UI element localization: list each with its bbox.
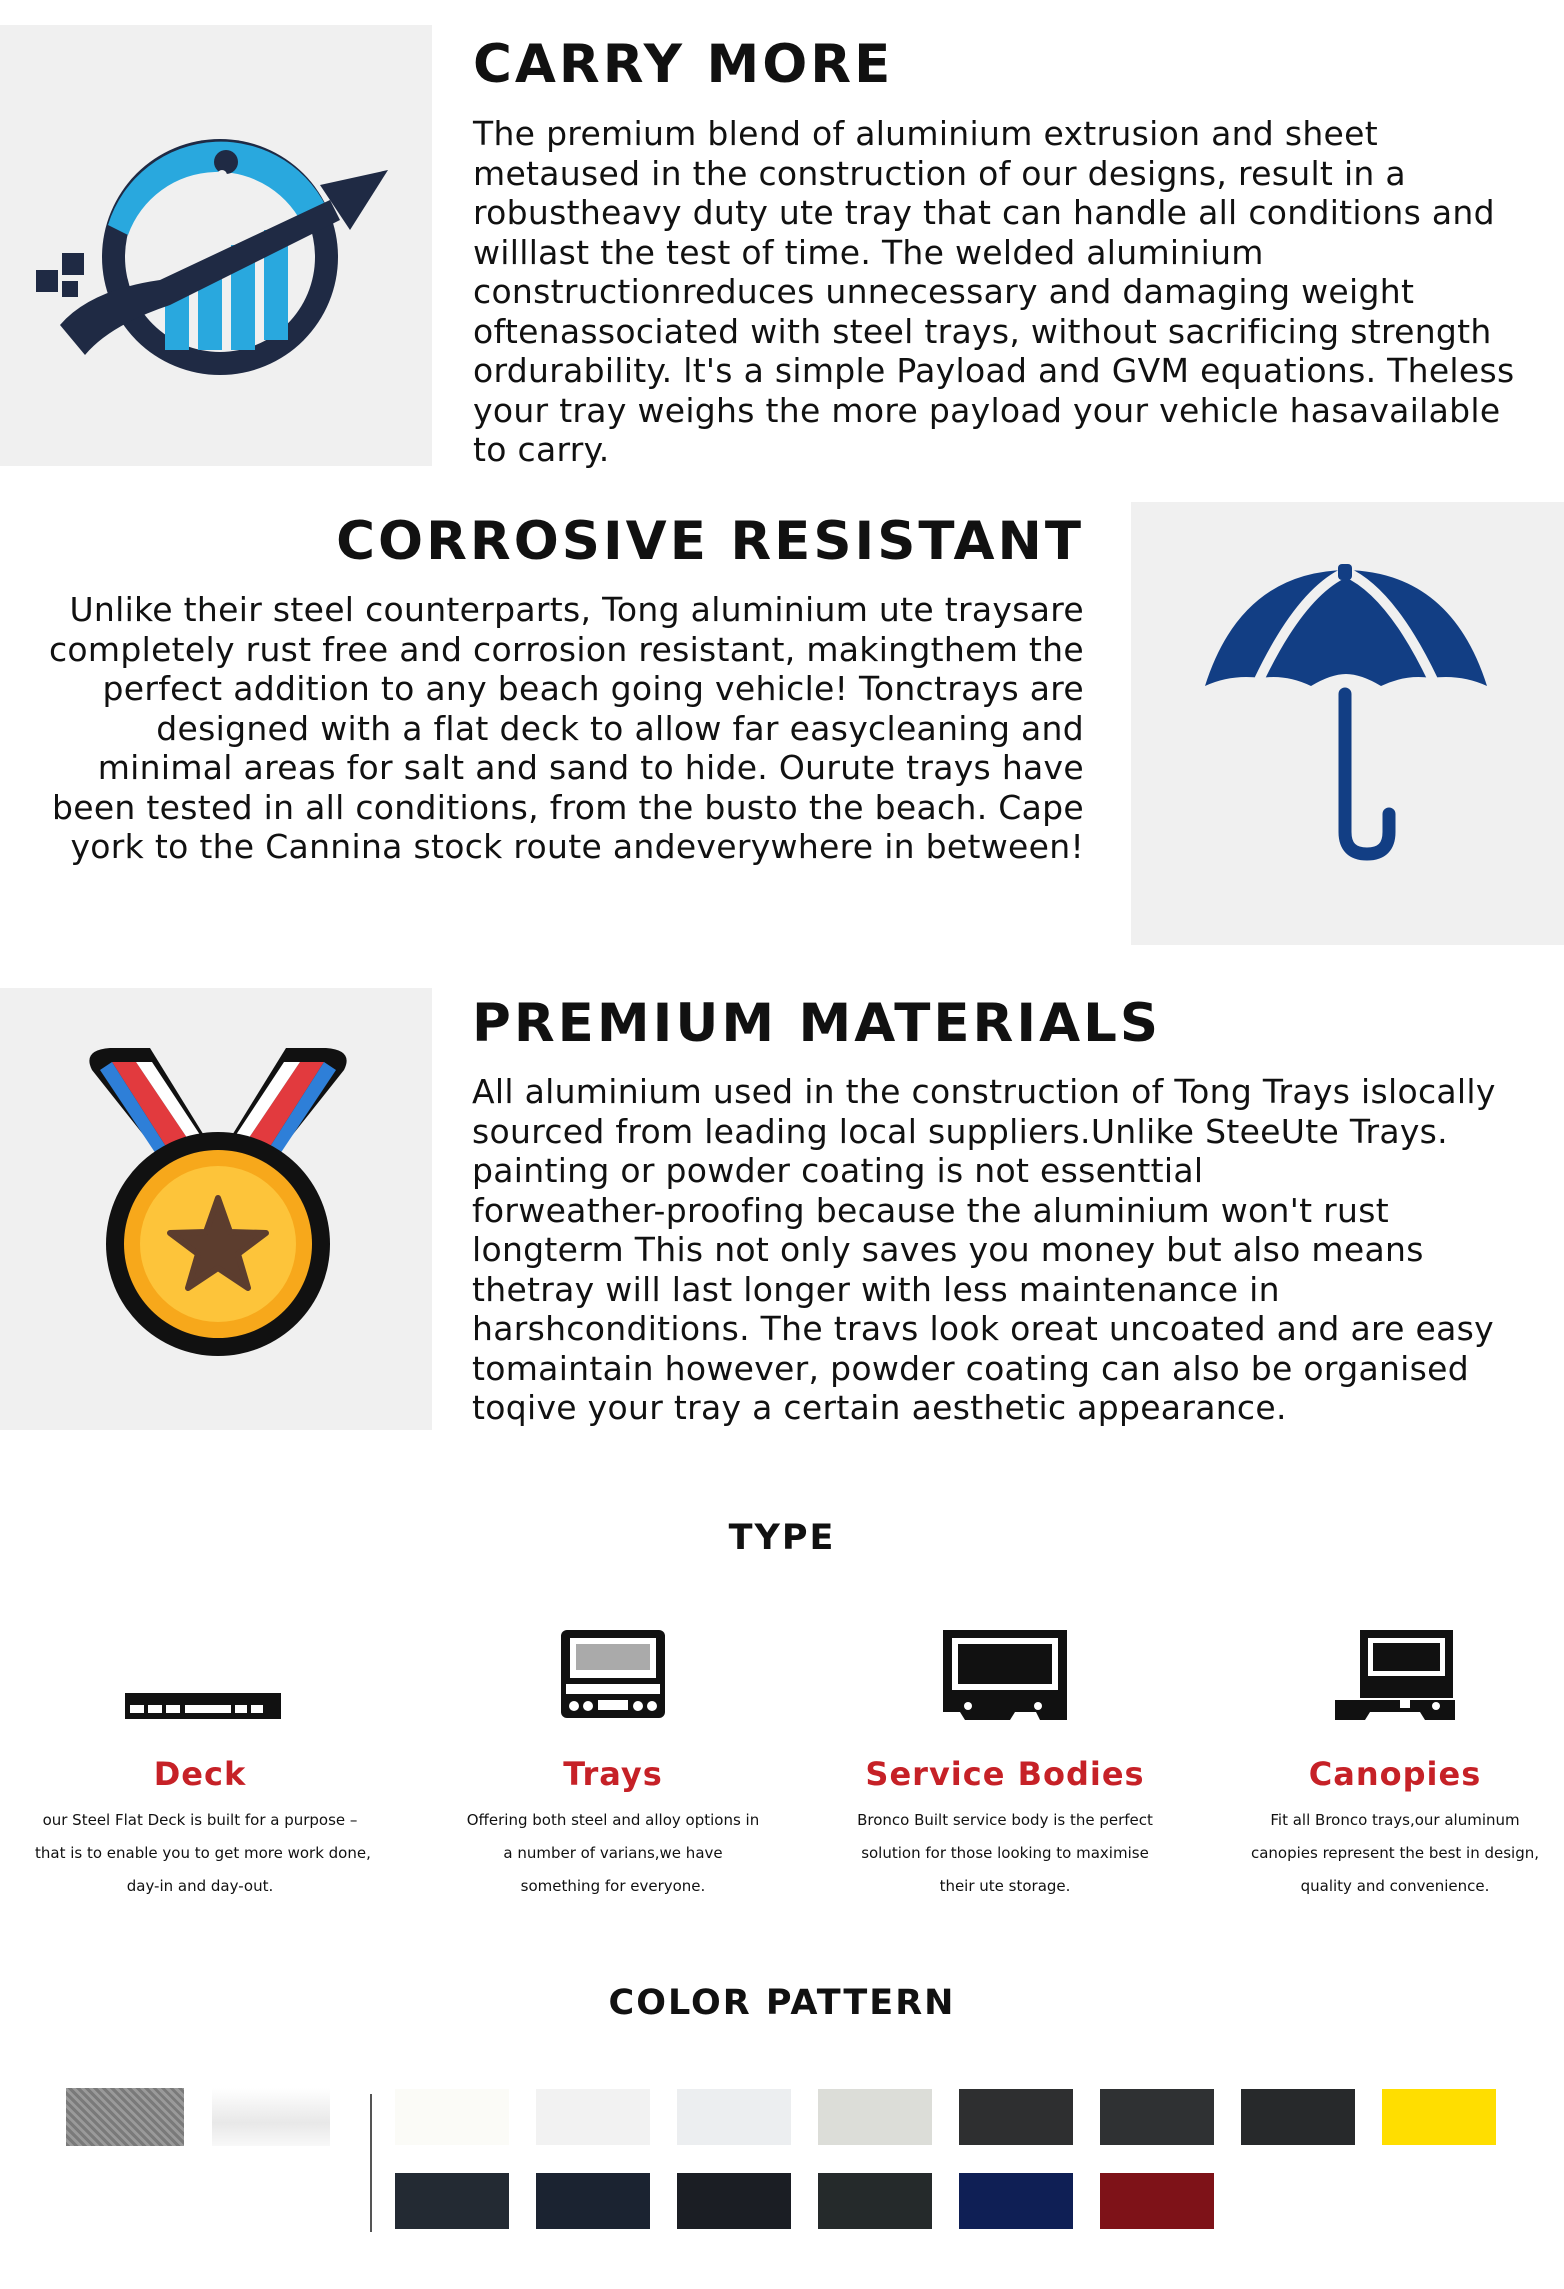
color-swatch[interactable] [1241, 2089, 1355, 2145]
text-line: a number of varians,we have [503, 1844, 723, 1862]
text-line: designed with a flat deck to allow far easycleaning and [156, 708, 1084, 748]
text-line: harshconditions. The travs look oreat uncoated and are easy [472, 1309, 1494, 1348]
text-line: ordurability. lt's a simple Payload and GVM equations. Theless [473, 351, 1515, 390]
text-line: tomaintain however, powder coating can also be organised [472, 1348, 1469, 1388]
text-line: that is to enable you to get more work done, [35, 1844, 371, 1862]
text-line: canopies represent the best in design, [1250, 1844, 1540, 1862]
type-description [35, 1804, 371, 1903]
text-line: their ute storage. [939, 1877, 1071, 1895]
color-swatch[interactable] [959, 2173, 1073, 2229]
color-swatch[interactable] [959, 2089, 1073, 2145]
delivery-graph-logo-icon [0, 25, 432, 466]
type-title: Canopies [1308, 1755, 1482, 1793]
carry-text-block [473, 34, 1553, 470]
color-swatch[interactable] [1100, 2089, 1214, 2145]
text-line: willlast the test of time. The welded aluminium [473, 232, 1264, 272]
text-line: quality and convenience. [1300, 1877, 1490, 1895]
text-line: minimal areas for salt and sand to hide. Ourute trays have [97, 748, 1084, 787]
medal-icon [0, 988, 432, 1430]
text-line: All aluminium used in the construction of Tong Trays islocally [472, 1072, 1496, 1111]
color-swatch[interactable] [677, 2089, 791, 2145]
color-swatch[interactable] [677, 2173, 791, 2229]
type-heading: TYPE [728, 1518, 836, 1558]
text-line: to carry. [473, 430, 610, 469]
text-line: day-in and day-out. [126, 1877, 274, 1895]
finish-swatch-textured[interactable] [66, 2088, 184, 2146]
text-line: Offering both steel and alloy options in [466, 1811, 760, 1829]
text-line: something for everyone. [520, 1877, 706, 1895]
text-line: toqive your tray a certain aesthetic appearance. [472, 1388, 1287, 1427]
color-swatch[interactable] [395, 2089, 509, 2145]
type-description [1230, 1804, 1560, 1903]
text-line: forweather-proofing because the aluminium won't rust [472, 1190, 1389, 1230]
text-line: painting or powder coating is not essenttial [472, 1151, 1204, 1190]
text-line: Bronco Built service body is the perfect [857, 1811, 1153, 1829]
premium-title: PREMIUM MATERIALS [472, 993, 1162, 1054]
text-line: your tray weighs the more payload your vehicle hasavailable [473, 390, 1501, 430]
text-line: oftenassociated with steel trays, without sacrificing strength [473, 311, 1492, 351]
premium-paragraph [472, 1072, 1557, 1428]
premium-icon-panel [0, 988, 432, 1430]
canopy-icon [1230, 1620, 1560, 1735]
text-line: our Steel Flat Deck is built for a purpose – [42, 1811, 358, 1829]
type-item-trays [448, 1620, 778, 1903]
type-description [840, 1804, 1170, 1903]
color-swatch[interactable] [395, 2173, 509, 2229]
text-line: Fit all Bronco trays,our aluminum [1270, 1811, 1520, 1829]
finish-swatch-white[interactable] [212, 2088, 330, 2146]
color-swatch[interactable] [818, 2089, 932, 2145]
text-line: metaused in the construction of our designs, result in a [473, 153, 1406, 193]
color-swatch[interactable] [536, 2089, 650, 2145]
corrosive-title: CORROSIVE RESISTANT [336, 511, 1084, 572]
color-swatch[interactable] [1100, 2173, 1214, 2229]
text-line: perfect addition to any beach going vehicle! Tonctrays are [102, 669, 1084, 708]
divider [370, 2094, 372, 2232]
type-title: Deck [153, 1755, 247, 1793]
text-line: completely rust free and corrosion resistant, makingthem the [48, 629, 1084, 669]
type-description [448, 1804, 778, 1903]
text-line: longterm This not only saves you money but also means [472, 1230, 1424, 1269]
corrosive-text-block [40, 511, 1084, 867]
carry-icon-panel [0, 25, 432, 466]
text-line: solution for those looking to maximise [861, 1844, 1149, 1862]
color-swatch[interactable] [1382, 2089, 1496, 2145]
type-item-canopies [1230, 1620, 1560, 1903]
carry-title: CARRY MORE [473, 34, 894, 95]
corrosive-paragraph [40, 590, 1084, 867]
type-title: Service Bodies [865, 1755, 1145, 1793]
umbrella-icon [1131, 502, 1564, 945]
type-item-service-bodies [840, 1620, 1170, 1903]
tray-icon [448, 1620, 778, 1735]
corrosive-icon-panel [1131, 502, 1564, 945]
text-line: sourced from leading local suppliers.Unlike SteeUte Trays. [472, 1111, 1448, 1151]
carry-paragraph [473, 114, 1553, 470]
text-line: thetray will last longer with less maintenance in [472, 1269, 1280, 1309]
flat-deck-icon [35, 1620, 365, 1735]
color-swatch[interactable] [818, 2173, 932, 2229]
text-line: constructionreduces unnecessary and damaging weight [473, 272, 1415, 311]
color-swatch[interactable] [536, 2173, 650, 2229]
color-pattern-heading: COLOR PATTERN [608, 1983, 956, 2023]
type-item-deck [35, 1620, 371, 1903]
text-line: been tested in all conditions, from the busto the beach. Cape [51, 787, 1084, 827]
premium-text-block [472, 993, 1557, 1428]
text-line: robustheavy duty ute tray that can handle all conditions and [473, 193, 1495, 232]
service-body-icon [840, 1620, 1170, 1735]
type-title: Trays [563, 1755, 663, 1793]
text-line: Unlike their steel counterparts, Tong aluminium ute traysare [69, 590, 1084, 629]
text-line: The premium blend of aluminium extrusion and sheet [473, 114, 1379, 153]
text-line: york to the Cannina stock route andeverywhere in between! [70, 827, 1084, 866]
